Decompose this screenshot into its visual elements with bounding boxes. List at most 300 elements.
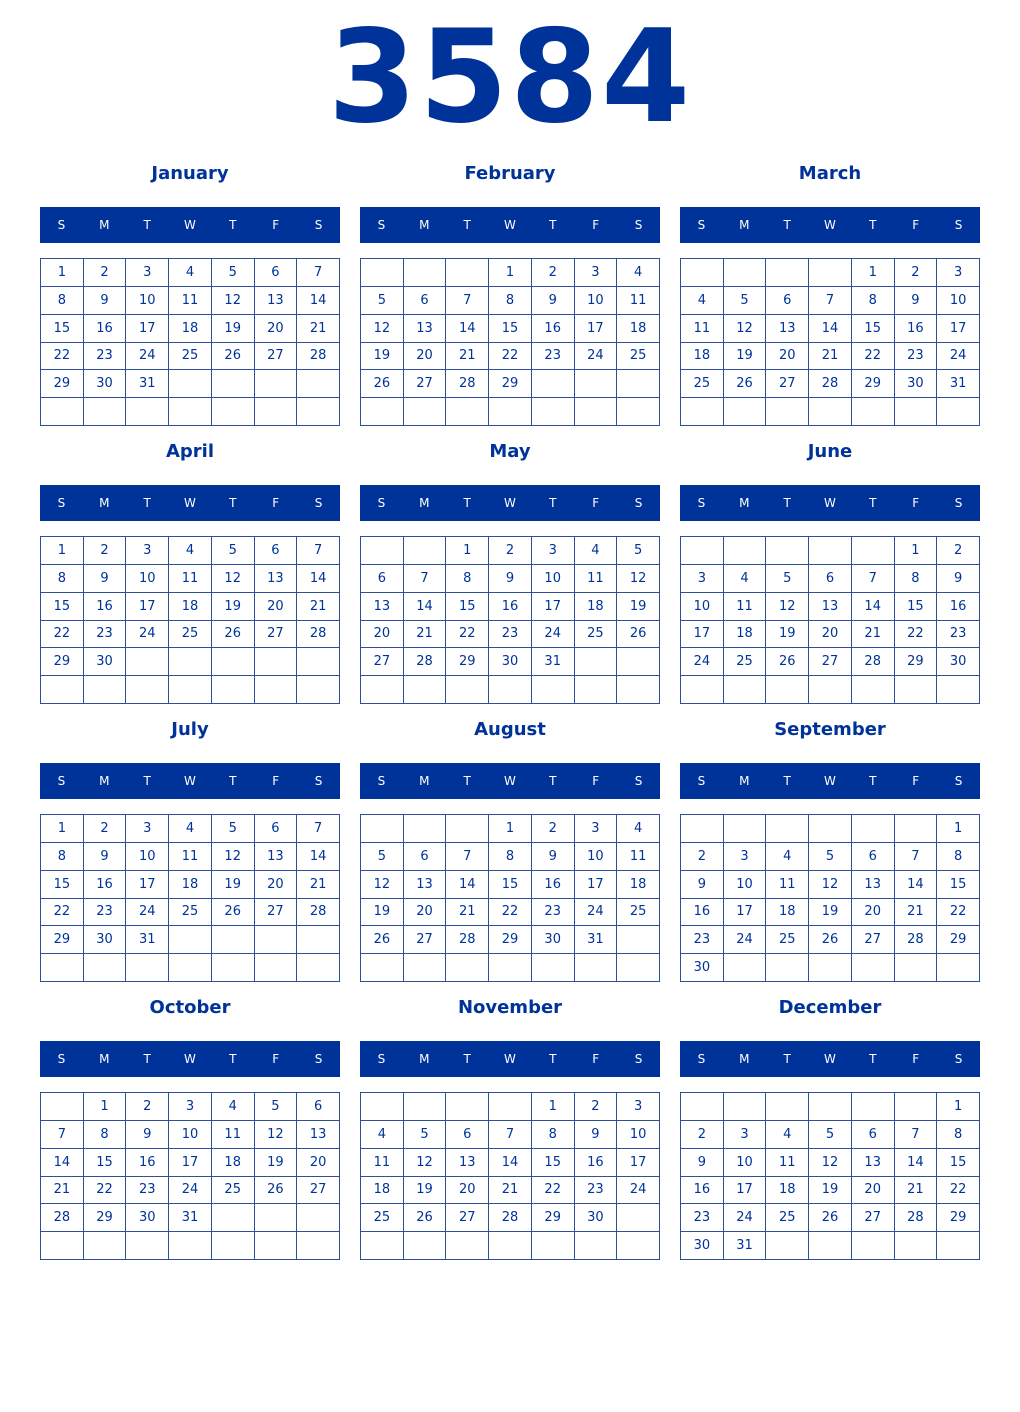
empty-day-cell: [297, 1232, 340, 1260]
day-cell: 25: [724, 648, 767, 676]
day-cell: 13: [852, 1149, 895, 1177]
empty-day-cell: [766, 537, 809, 565]
day-cell: 12: [809, 871, 852, 899]
month-name: February: [464, 163, 556, 184]
empty-day-cell: [169, 676, 212, 704]
day-cell: 21: [895, 899, 938, 927]
day-cell: 11: [766, 1149, 809, 1177]
day-cell: 8: [852, 287, 895, 315]
day-cell: 7: [446, 287, 489, 315]
day-cell: 5: [809, 1121, 852, 1149]
day-cell: 24: [617, 1177, 660, 1205]
day-cell: 14: [297, 843, 340, 871]
day-cell: 16: [84, 315, 127, 343]
empty-day-cell: [446, 815, 489, 843]
empty-day-cell: [895, 398, 938, 426]
weekday-label: W: [824, 1052, 836, 1066]
empty-day-cell: [489, 398, 532, 426]
day-cell: 3: [575, 815, 618, 843]
day-cell: 16: [937, 593, 980, 621]
day-cell: 21: [297, 593, 340, 621]
month-december: [680, 984, 980, 1262]
weekday-label: T: [869, 218, 877, 232]
day-cell: 2: [937, 537, 980, 565]
empty-day-cell: [404, 954, 447, 982]
day-cell: 17: [532, 593, 575, 621]
day-cell: 8: [41, 843, 84, 871]
empty-day-cell: [532, 676, 575, 704]
day-cell: 2: [84, 815, 127, 843]
day-cell: 1: [852, 259, 895, 287]
weekday-label: T: [229, 1052, 237, 1066]
empty-day-cell: [404, 537, 447, 565]
day-cell: 13: [255, 565, 298, 593]
day-cell: 26: [404, 1204, 447, 1232]
day-cell: 18: [169, 871, 212, 899]
empty-day-cell: [169, 370, 212, 398]
day-cell: 18: [681, 343, 724, 371]
day-cell: 23: [126, 1177, 169, 1205]
day-cell: 26: [809, 1204, 852, 1232]
day-cell: 24: [575, 899, 618, 927]
days-grid: [40, 536, 340, 704]
year-title: 3584: [327, 3, 693, 152]
day-cell: 6: [255, 259, 298, 287]
day-cell: 28: [404, 648, 447, 676]
month-name: December: [778, 997, 882, 1018]
month-november: [360, 984, 660, 1262]
day-cell: 12: [361, 315, 404, 343]
weekday-label: T: [549, 218, 557, 232]
day-cell: 18: [766, 899, 809, 927]
day-cell: 22: [84, 1177, 127, 1205]
day-cell: 26: [361, 370, 404, 398]
day-cell: 2: [681, 1121, 724, 1149]
empty-day-cell: [255, 676, 298, 704]
day-cell: 15: [532, 1149, 575, 1177]
month-october: [40, 984, 340, 1262]
weekday-label: S: [57, 774, 66, 788]
empty-day-cell: [255, 926, 298, 954]
day-cell: 22: [532, 1177, 575, 1205]
day-cell: 18: [575, 593, 618, 621]
empty-day-cell: [446, 1232, 489, 1260]
day-cell: 14: [41, 1149, 84, 1177]
month-name: September: [774, 719, 886, 740]
day-cell: 23: [489, 621, 532, 649]
empty-day-cell: [489, 954, 532, 982]
day-cell: 13: [404, 871, 447, 899]
day-cell: 12: [404, 1149, 447, 1177]
day-cell: 12: [766, 593, 809, 621]
weekday-label: T: [783, 1052, 791, 1066]
weekday-label: W: [184, 496, 196, 510]
empty-day-cell: [126, 1232, 169, 1260]
day-cell: 10: [532, 565, 575, 593]
day-cell: 22: [489, 343, 532, 371]
empty-day-cell: [766, 815, 809, 843]
day-cell: 1: [41, 815, 84, 843]
empty-day-cell: [489, 1093, 532, 1121]
empty-day-cell: [361, 676, 404, 704]
days-grid: [680, 536, 980, 704]
day-cell: 17: [724, 899, 767, 927]
day-cell: 20: [404, 343, 447, 371]
empty-day-cell: [446, 259, 489, 287]
day-cell: 11: [617, 287, 660, 315]
day-cell: 6: [766, 287, 809, 315]
weekday-label: F: [272, 1052, 280, 1066]
month-name: April: [165, 441, 215, 462]
empty-day-cell: [852, 954, 895, 982]
empty-day-cell: [297, 1204, 340, 1232]
empty-day-cell: [126, 648, 169, 676]
empty-day-cell: [617, 1204, 660, 1232]
empty-day-cell: [575, 370, 618, 398]
day-cell: 12: [255, 1121, 298, 1149]
weekday-label: S: [634, 496, 643, 510]
day-cell: 9: [575, 1121, 618, 1149]
day-cell: 11: [575, 565, 618, 593]
day-cell: 2: [84, 259, 127, 287]
day-cell: 6: [255, 537, 298, 565]
month-july: [40, 706, 340, 984]
day-cell: 8: [895, 565, 938, 593]
day-cell: 17: [937, 315, 980, 343]
day-cell: 18: [169, 315, 212, 343]
day-cell: 12: [212, 287, 255, 315]
day-cell: 29: [41, 648, 84, 676]
day-cell: 20: [297, 1149, 340, 1177]
days-grid: [360, 536, 660, 704]
day-cell: 6: [297, 1093, 340, 1121]
empty-day-cell: [937, 676, 980, 704]
day-cell: 25: [169, 899, 212, 927]
day-cell: 1: [446, 537, 489, 565]
day-cell: 19: [212, 315, 255, 343]
empty-day-cell: [937, 954, 980, 982]
day-cell: 11: [617, 843, 660, 871]
empty-day-cell: [361, 815, 404, 843]
day-cell: 1: [41, 537, 84, 565]
weekday-label: S: [377, 1052, 386, 1066]
day-cell: 23: [84, 899, 127, 927]
day-cell: 28: [446, 926, 489, 954]
day-cell: 25: [617, 899, 660, 927]
empty-day-cell: [212, 1204, 255, 1232]
day-cell: 19: [212, 871, 255, 899]
day-cell: 6: [255, 815, 298, 843]
day-cell: 17: [617, 1149, 660, 1177]
weekday-label: F: [592, 218, 600, 232]
day-cell: 30: [575, 1204, 618, 1232]
day-cell: 10: [126, 843, 169, 871]
day-cell: 24: [937, 343, 980, 371]
day-cell: 28: [895, 926, 938, 954]
weekday-header: [360, 485, 660, 521]
day-cell: 13: [852, 871, 895, 899]
day-cell: 31: [575, 926, 618, 954]
day-cell: 2: [532, 815, 575, 843]
day-cell: 19: [809, 899, 852, 927]
empty-day-cell: [681, 1093, 724, 1121]
empty-day-cell: [84, 676, 127, 704]
weekday-header: [40, 207, 340, 243]
empty-day-cell: [617, 648, 660, 676]
empty-day-cell: [361, 1093, 404, 1121]
day-cell: 11: [681, 315, 724, 343]
empty-day-cell: [126, 398, 169, 426]
day-cell: 31: [126, 926, 169, 954]
day-cell: 15: [41, 315, 84, 343]
weekday-label: M: [419, 1052, 430, 1066]
weekday-label: S: [954, 774, 963, 788]
day-cell: 1: [84, 1093, 127, 1121]
weekday-label: T: [869, 1052, 877, 1066]
empty-day-cell: [212, 370, 255, 398]
day-cell: 29: [895, 648, 938, 676]
day-cell: 29: [937, 926, 980, 954]
empty-day-cell: [255, 398, 298, 426]
day-cell: 27: [809, 648, 852, 676]
empty-day-cell: [255, 1204, 298, 1232]
day-cell: 25: [575, 621, 618, 649]
day-cell: 21: [809, 343, 852, 371]
day-cell: 27: [297, 1177, 340, 1205]
day-cell: 7: [489, 1121, 532, 1149]
empty-day-cell: [724, 259, 767, 287]
weekday-label: S: [314, 496, 323, 510]
day-cell: 28: [852, 648, 895, 676]
day-cell: 8: [446, 565, 489, 593]
day-cell: 5: [212, 537, 255, 565]
weekday-label: M: [99, 774, 110, 788]
day-cell: 19: [809, 1177, 852, 1205]
day-cell: 10: [937, 287, 980, 315]
day-cell: 29: [489, 370, 532, 398]
day-cell: 27: [255, 621, 298, 649]
day-cell: 23: [575, 1177, 618, 1205]
day-cell: 17: [724, 1177, 767, 1205]
day-cell: 3: [169, 1093, 212, 1121]
day-cell: 15: [937, 871, 980, 899]
day-cell: 13: [446, 1149, 489, 1177]
day-cell: 10: [169, 1121, 212, 1149]
empty-day-cell: [575, 1232, 618, 1260]
day-cell: 20: [255, 593, 298, 621]
day-cell: 3: [937, 259, 980, 287]
day-cell: 21: [446, 899, 489, 927]
weekday-header: [680, 207, 980, 243]
day-cell: 31: [937, 370, 980, 398]
day-cell: 29: [84, 1204, 127, 1232]
day-cell: 13: [766, 315, 809, 343]
day-cell: 3: [126, 537, 169, 565]
day-cell: 26: [212, 621, 255, 649]
days-grid: [360, 814, 660, 982]
day-cell: 22: [41, 343, 84, 371]
weekday-label: T: [463, 774, 471, 788]
day-cell: 30: [489, 648, 532, 676]
day-cell: 4: [724, 565, 767, 593]
day-cell: 10: [617, 1121, 660, 1149]
day-cell: 30: [126, 1204, 169, 1232]
empty-day-cell: [766, 954, 809, 982]
day-cell: 26: [809, 926, 852, 954]
day-cell: 12: [212, 565, 255, 593]
empty-day-cell: [766, 259, 809, 287]
day-cell: 11: [212, 1121, 255, 1149]
day-cell: 15: [41, 593, 84, 621]
day-cell: 5: [212, 815, 255, 843]
empty-day-cell: [297, 370, 340, 398]
day-cell: 11: [766, 871, 809, 899]
day-cell: 9: [532, 843, 575, 871]
day-cell: 28: [895, 1204, 938, 1232]
days-grid: [360, 258, 660, 426]
day-cell: 15: [446, 593, 489, 621]
day-cell: 9: [895, 287, 938, 315]
day-cell: 11: [361, 1149, 404, 1177]
day-cell: 14: [404, 593, 447, 621]
empty-day-cell: [724, 1093, 767, 1121]
empty-day-cell: [41, 954, 84, 982]
empty-day-cell: [361, 1232, 404, 1260]
day-cell: 29: [489, 926, 532, 954]
empty-day-cell: [361, 259, 404, 287]
empty-day-cell: [852, 537, 895, 565]
day-cell: 3: [681, 565, 724, 593]
empty-day-cell: [489, 676, 532, 704]
empty-day-cell: [446, 676, 489, 704]
weekday-header: [360, 207, 660, 243]
empty-day-cell: [84, 1232, 127, 1260]
day-cell: 25: [361, 1204, 404, 1232]
weekday-label: T: [783, 496, 791, 510]
empty-day-cell: [446, 398, 489, 426]
day-cell: 17: [126, 315, 169, 343]
day-cell: 13: [255, 287, 298, 315]
day-cell: 22: [937, 899, 980, 927]
day-cell: 23: [84, 343, 127, 371]
day-cell: 16: [681, 899, 724, 927]
empty-day-cell: [255, 1232, 298, 1260]
day-cell: 23: [895, 343, 938, 371]
empty-day-cell: [169, 648, 212, 676]
day-cell: 27: [255, 343, 298, 371]
day-cell: 1: [532, 1093, 575, 1121]
weekday-label: T: [463, 218, 471, 232]
weekday-label: S: [697, 1052, 706, 1066]
day-cell: 10: [681, 593, 724, 621]
empty-day-cell: [297, 676, 340, 704]
empty-day-cell: [809, 815, 852, 843]
day-cell: 8: [489, 843, 532, 871]
day-cell: 14: [297, 565, 340, 593]
day-cell: 19: [361, 343, 404, 371]
day-cell: 5: [212, 259, 255, 287]
empty-day-cell: [766, 676, 809, 704]
day-cell: 22: [895, 621, 938, 649]
empty-day-cell: [297, 954, 340, 982]
day-cell: 25: [766, 926, 809, 954]
day-cell: 4: [169, 815, 212, 843]
day-cell: 9: [84, 843, 127, 871]
empty-day-cell: [937, 398, 980, 426]
day-cell: 14: [809, 315, 852, 343]
empty-day-cell: [809, 676, 852, 704]
day-cell: 27: [446, 1204, 489, 1232]
empty-day-cell: [361, 537, 404, 565]
weekday-label: M: [739, 218, 750, 232]
day-cell: 7: [852, 565, 895, 593]
day-cell: 30: [84, 926, 127, 954]
weekday-label: M: [419, 218, 430, 232]
day-cell: 18: [617, 315, 660, 343]
weekday-label: M: [419, 774, 430, 788]
day-cell: 10: [575, 287, 618, 315]
day-cell: 4: [617, 259, 660, 287]
day-cell: 27: [404, 926, 447, 954]
day-cell: 20: [852, 1177, 895, 1205]
day-cell: 20: [809, 621, 852, 649]
day-cell: 20: [404, 899, 447, 927]
empty-day-cell: [212, 954, 255, 982]
day-cell: 8: [41, 287, 84, 315]
day-cell: 3: [724, 843, 767, 871]
day-cell: 28: [297, 899, 340, 927]
month-name: January: [151, 163, 229, 184]
day-cell: 31: [169, 1204, 212, 1232]
weekday-header: [40, 763, 340, 799]
weekday-label: M: [739, 496, 750, 510]
day-cell: 3: [724, 1121, 767, 1149]
day-cell: 7: [446, 843, 489, 871]
empty-day-cell: [41, 1093, 84, 1121]
day-cell: 13: [404, 315, 447, 343]
day-cell: 22: [852, 343, 895, 371]
month-name: August: [474, 719, 546, 740]
weekday-label: T: [783, 218, 791, 232]
day-cell: 7: [404, 565, 447, 593]
day-cell: 5: [809, 843, 852, 871]
day-cell: 16: [126, 1149, 169, 1177]
day-cell: 28: [297, 343, 340, 371]
day-cell: 26: [212, 343, 255, 371]
empty-day-cell: [575, 648, 618, 676]
day-cell: 16: [575, 1149, 618, 1177]
day-cell: 30: [532, 926, 575, 954]
month-january: [40, 150, 340, 428]
days-grid: [680, 814, 980, 982]
empty-day-cell: [895, 1232, 938, 1260]
day-cell: 17: [126, 871, 169, 899]
empty-day-cell: [681, 676, 724, 704]
day-cell: 14: [489, 1149, 532, 1177]
weekday-label: F: [592, 774, 600, 788]
day-cell: 5: [617, 537, 660, 565]
day-cell: 23: [681, 1204, 724, 1232]
day-cell: 20: [361, 621, 404, 649]
day-cell: 18: [617, 871, 660, 899]
day-cell: 14: [895, 871, 938, 899]
weekday-label: T: [783, 774, 791, 788]
day-cell: 20: [446, 1177, 489, 1205]
day-cell: 5: [724, 287, 767, 315]
month-april: [40, 428, 340, 706]
day-cell: 12: [361, 871, 404, 899]
empty-day-cell: [126, 676, 169, 704]
